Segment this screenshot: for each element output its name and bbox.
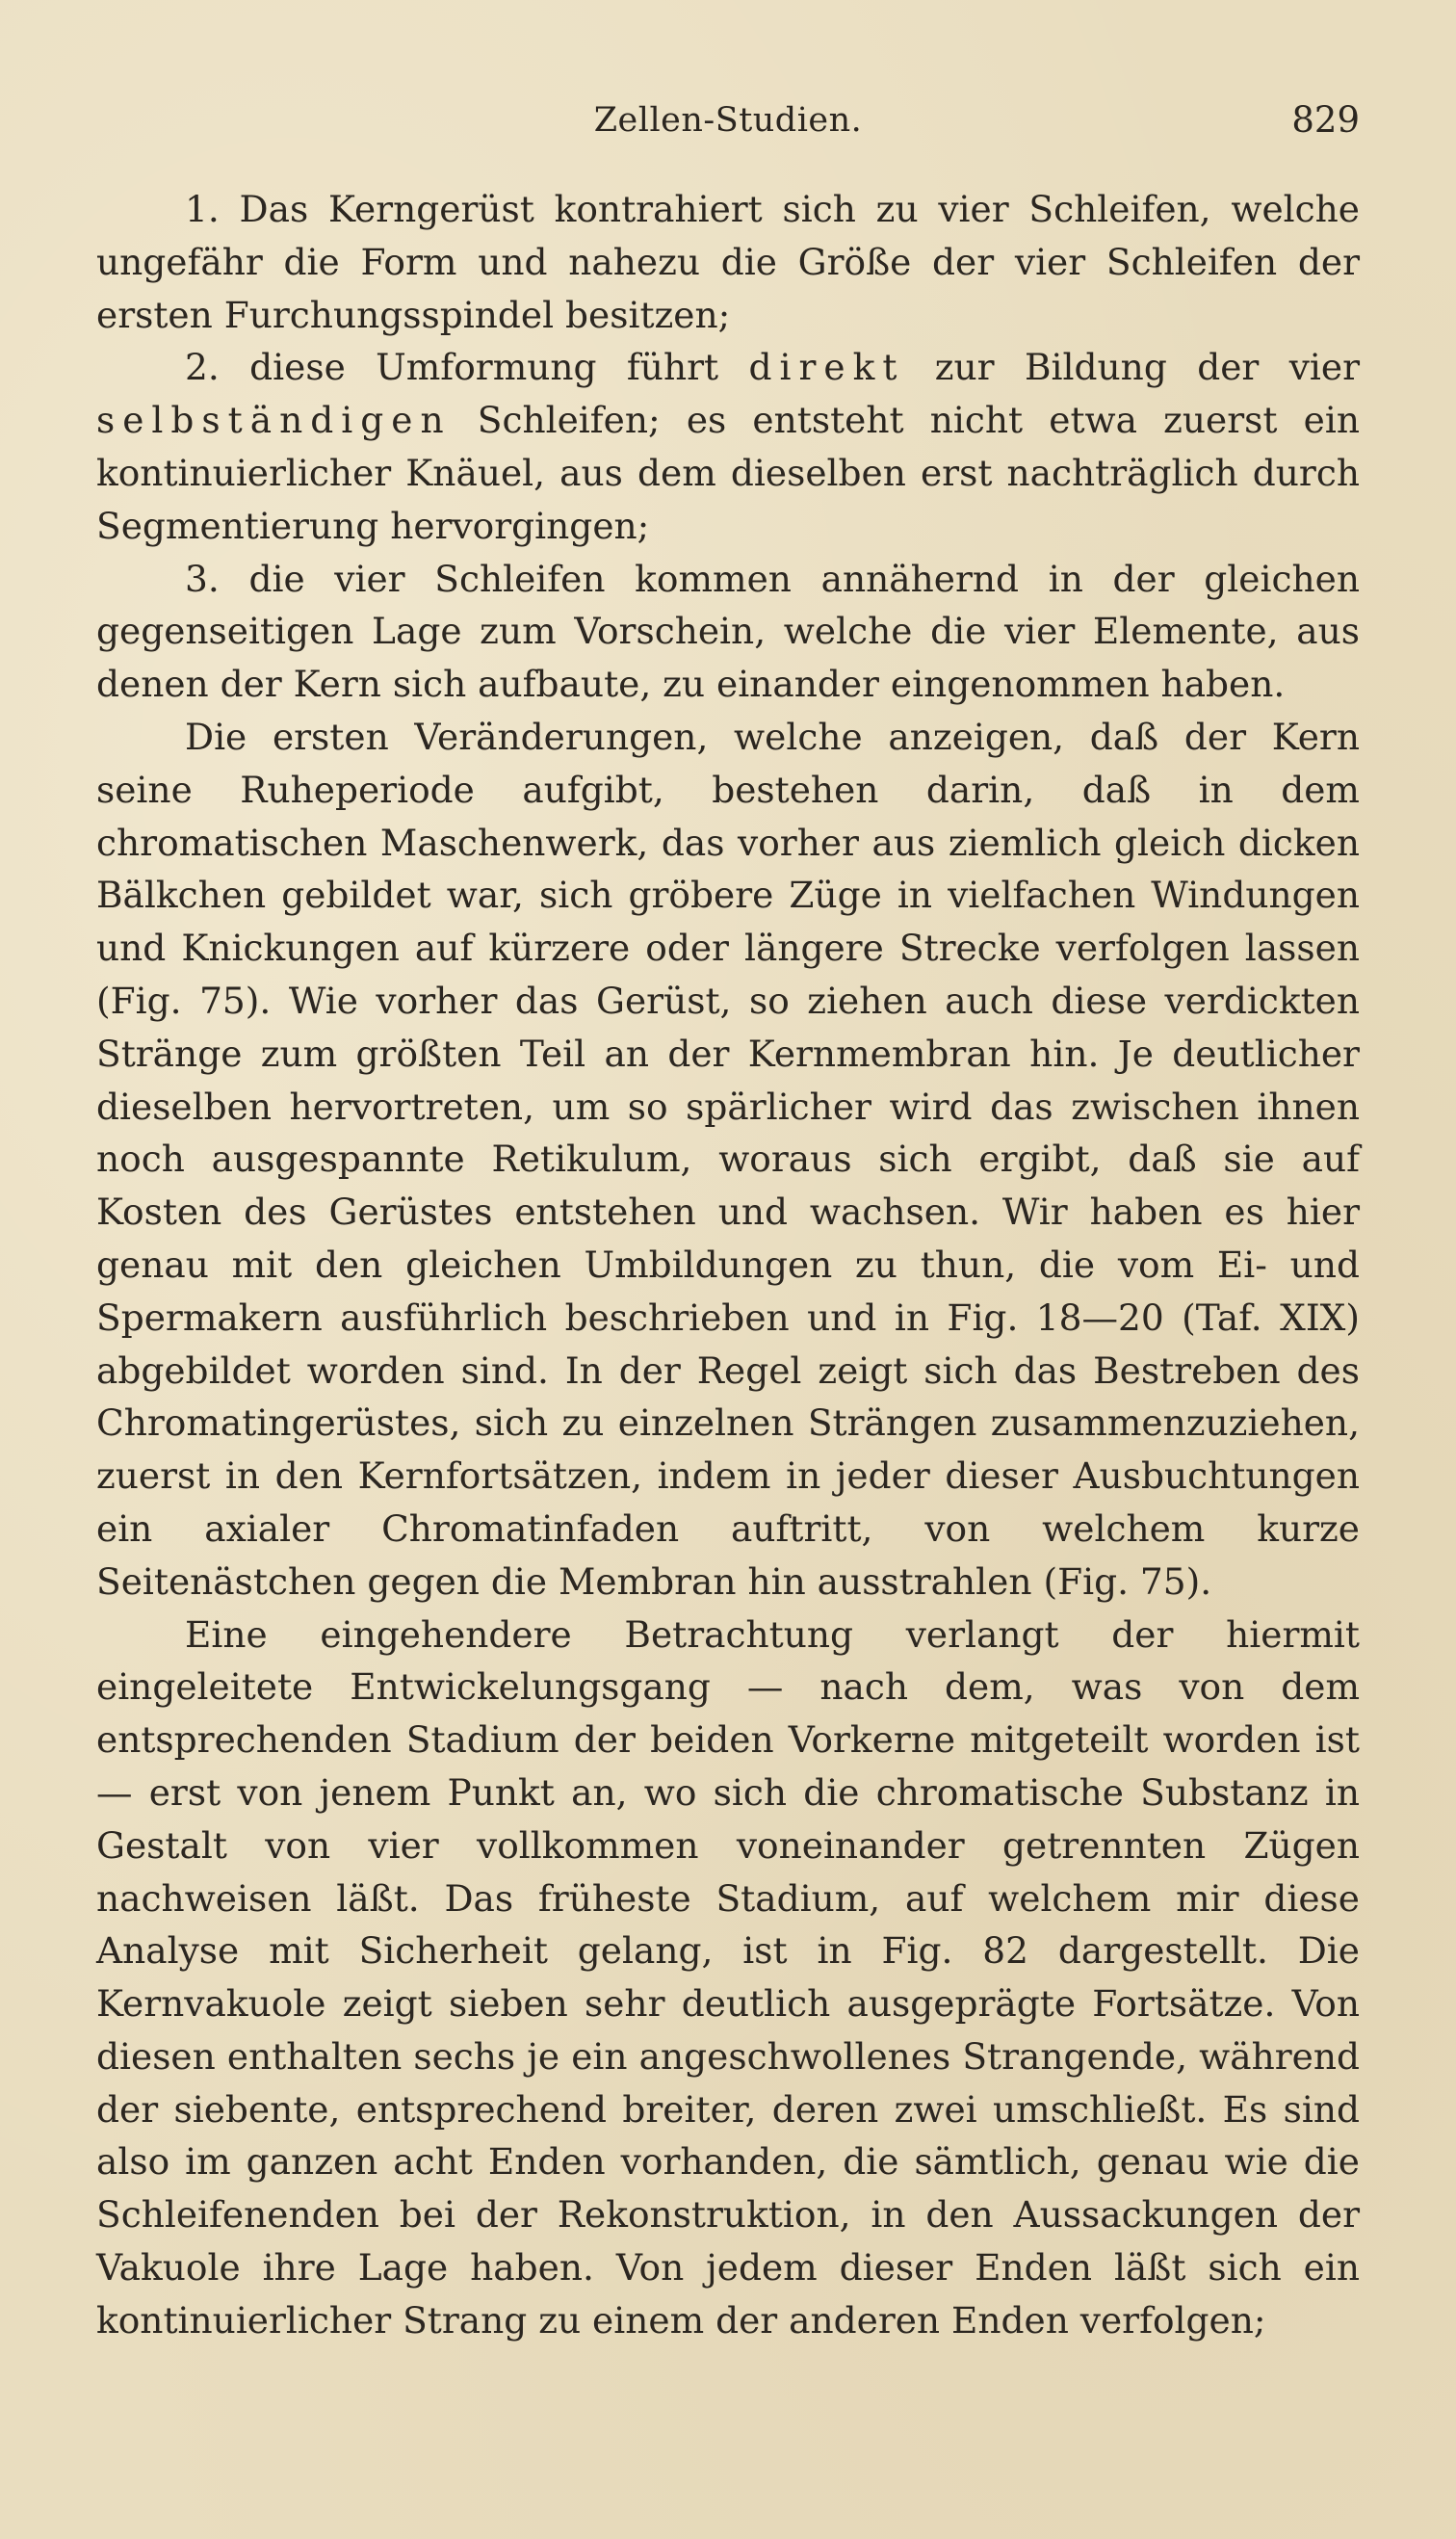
paragraph	[96, 1609, 1360, 2347]
text-run: 3. die vier Schleifen kommen annähernd in der gleichen gegenseitigen Lage zum Vorschein, welche die vier Elemente, aus denen der Kern sich aufbaute, zu einander eingenommen haben.	[96, 557, 1360, 706]
page-number: 829	[1291, 99, 1360, 141]
spaced-emphasis: direkt	[748, 346, 905, 389]
paragraph	[96, 553, 1360, 711]
text-run: 1. Das Kerngerüst kontrahiert sich zu vier Schleifen, welche ungefähr die Form und nahezu die Größe der vier Schleifen der ersten Furchungsspindel besitzen;	[96, 188, 1360, 336]
text-run: Schleifen; es entsteht nicht etwa zuerst ein kontinuierlicher Knäuel, aus dem dieselben erst nachträglich durch Segmentierung hervorgingen;	[96, 399, 1360, 547]
body-text	[96, 183, 1360, 2347]
text-run: 2. diese Umformung führt	[185, 346, 749, 389]
text-run: Die ersten Veränderungen, welche anzeigen, daß der Kern seine Ruheperiode aufgibt, bestehen darin, daß in dem chromatischen Maschenwerk, das vorher aus ziemlich gleich dicken Bälkchen gebildet war, sich gröbere Züge in vielfachen Windungen und Knickungen auf kürzere oder längere Strecke verfolgen lassen (Fig. 75). Wie vorher das Gerüst, so ziehen auch diese verdickten Stränge zum größten Teil an der Kernmembran hin. Je deutlicher dieselben hervortreten, um so spärlicher wird das zwischen ihnen noch ausgespannte Retikulum, woraus sich ergibt, daß sie auf Kosten des Gerüstes entstehen und wachsen. Wir haben es hier genau mit den gleichen Umbildungen zu thun, die vom Ei- und Spermakern ausführlich beschrieben und in Fig. 18—20 (Taf. XIX) abgebildet worden sind. In der Regel zeigt sich das Bestreben des Chromatingerüstes, sich zu einzelnen Strängen zusammenzuziehen, zuerst in den Kernfortsätzen, indem in jeder dieser Ausbuchtungen ein axialer Chromatinfaden auftritt, von welchem kurze Seitenästchen gegen die Membran hin ausstrahlen (Fig. 75).	[96, 715, 1360, 1603]
text-run: Eine eingehendere Betrachtung verlangt der hiermit eingeleitete Entwickelungsgang — nach dem, was von dem entsprechenden Stadium der beiden Vorkerne mitgeteilt worden ist — erst von jenem Punkt an, wo sich die chromatische Substanz in Gestalt von vier vollkommen voneinander getrennten Zügen nachweisen läßt. Das früheste Stadium, auf welchem mir diese Analyse mit Sicherheit gelang, ist in Fig. 82 dargestellt. Die Kernvakuole zeigt sieben sehr deutlich ausgeprägte Fortsätze. Von diesen enthalten sechs je ein angeschwollenes Strangende, während der siebente, entsprechend breiter, deren zwei umschließt. Es sind also im ganzen acht Enden vorhanden, die sämtlich, genau wie die Schleifenenden bei der Rekonstruktion, in den Aussackungen der Vakuole ihre Lage haben. Von jedem dieser Enden läßt sich ein kontinuierlicher Strang zu einem der anderen Enden verfolgen;	[96, 1612, 1360, 2342]
text-run: zur Bildung der vier	[904, 346, 1360, 389]
paragraph	[96, 341, 1360, 552]
paragraph	[96, 711, 1360, 1609]
paragraph	[96, 183, 1360, 341]
spaced-emphasis: selbständigen	[96, 399, 452, 442]
running-head	[96, 94, 1360, 146]
running-title: Zellen-Studien.	[593, 101, 863, 140]
